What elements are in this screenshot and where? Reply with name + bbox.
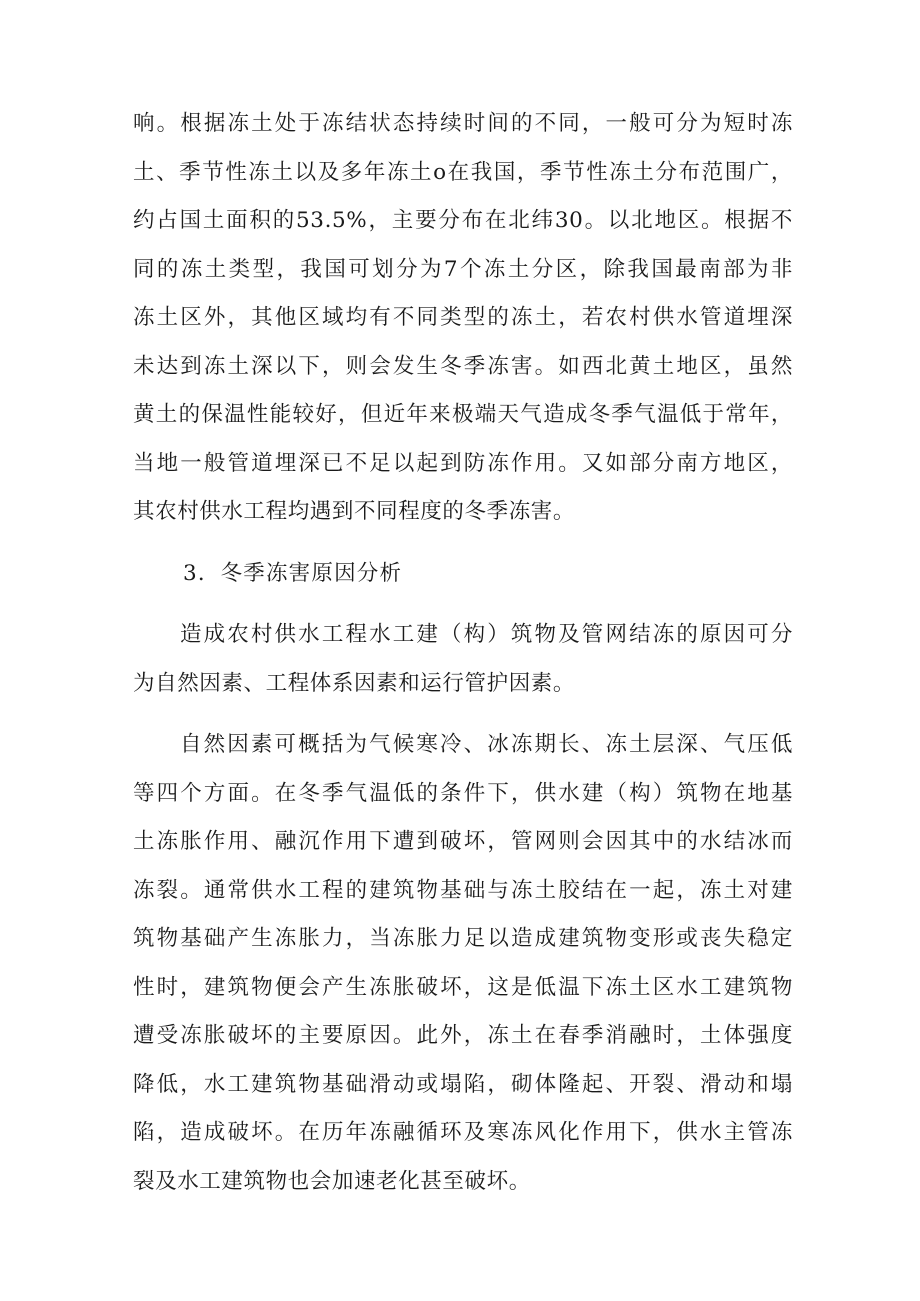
text-line: 土冻胀作用、融沉作用下遭到破坏，管网则会因其中的水结冰而 <box>133 829 793 854</box>
text-line: 遭受冻胀破坏的主要原因。此外，冻土在春季消融时，土体强度 <box>133 1023 793 1048</box>
text-line: 降低，水工建筑物基础滑动或塌陷，砌体隆起、开裂、滑动和塌 <box>133 1071 793 1097</box>
paragraph-natural-factors <box>133 721 793 1206</box>
paragraph-freeze-causes-intro <box>133 611 793 708</box>
text-line: 响。根据冻土处于冻结状态持续时间的不同，一般可分为短时冻 <box>133 111 793 136</box>
text-line: 造成农村供水工程水工建（构）筑物及管网结冻的原因可分 <box>180 622 793 647</box>
text-line: 陷，造成破坏。在历年冻融循环及寒冻风化作用下，供水主管冻 <box>133 1120 793 1145</box>
text-line: 冻裂。通常供水工程的建筑物基础与冻土胶结在一起，冻土对建 <box>133 877 793 903</box>
text-line: 裂及水工建筑物也会加速老化甚至破坏。 <box>133 1168 531 1194</box>
text-line: 等四个方面。在冬季气温低的条件下，供水建（构）筑物在地基 <box>133 780 793 806</box>
text-line: 同的冻土类型，我国可划分为7个冻土分区，除我国最南部为非 <box>133 256 793 282</box>
text-line: 当地一般管道埋深已不足以起到防冻作用。又如部分南方地区， <box>133 450 793 476</box>
text-line: 未达到冻土深以下，则会发生冬季冻害。如西北黄土地区，虽然 <box>133 353 793 379</box>
text-line: 为自然因素、工程体系因素和运行管护因素。 <box>133 670 576 696</box>
text-line: 性时，建筑物便会产生冻胀破坏，这是低温下冻土区水工建筑物 <box>133 974 793 1000</box>
text-line: 筑物基础产生冻胀力，当冻胀力足以造成建筑物变形或丧失稳定 <box>133 926 793 951</box>
section-heading-text: 3．冬季冻害原因分析 <box>183 560 403 586</box>
text-line: 冻土区外，其他区域均有不同类型的冻土，若农村供水管道埋深 <box>133 305 793 330</box>
document-body <box>133 100 793 1206</box>
section-heading <box>133 550 793 599</box>
paragraph-frost-soil-types <box>133 100 793 537</box>
text-line: 其农村供水工程均遇到不同程度的冬季冻害。 <box>133 499 576 524</box>
text-line: 约占国土面积的53.5%，主要分布在北纬30。以北地区。根据不 <box>133 208 793 233</box>
text-line: 土、季节性冻土以及多年冻土o在我国，季节性冻土分布范围广， <box>133 159 793 185</box>
text-line: 自然因素可概括为气候寒冷、冰冻期长、冻土层深、气压低 <box>180 732 793 757</box>
text-line: 黄土的保温性能较好，但近年来极端天气造成冬季气温低于常年， <box>133 402 793 427</box>
